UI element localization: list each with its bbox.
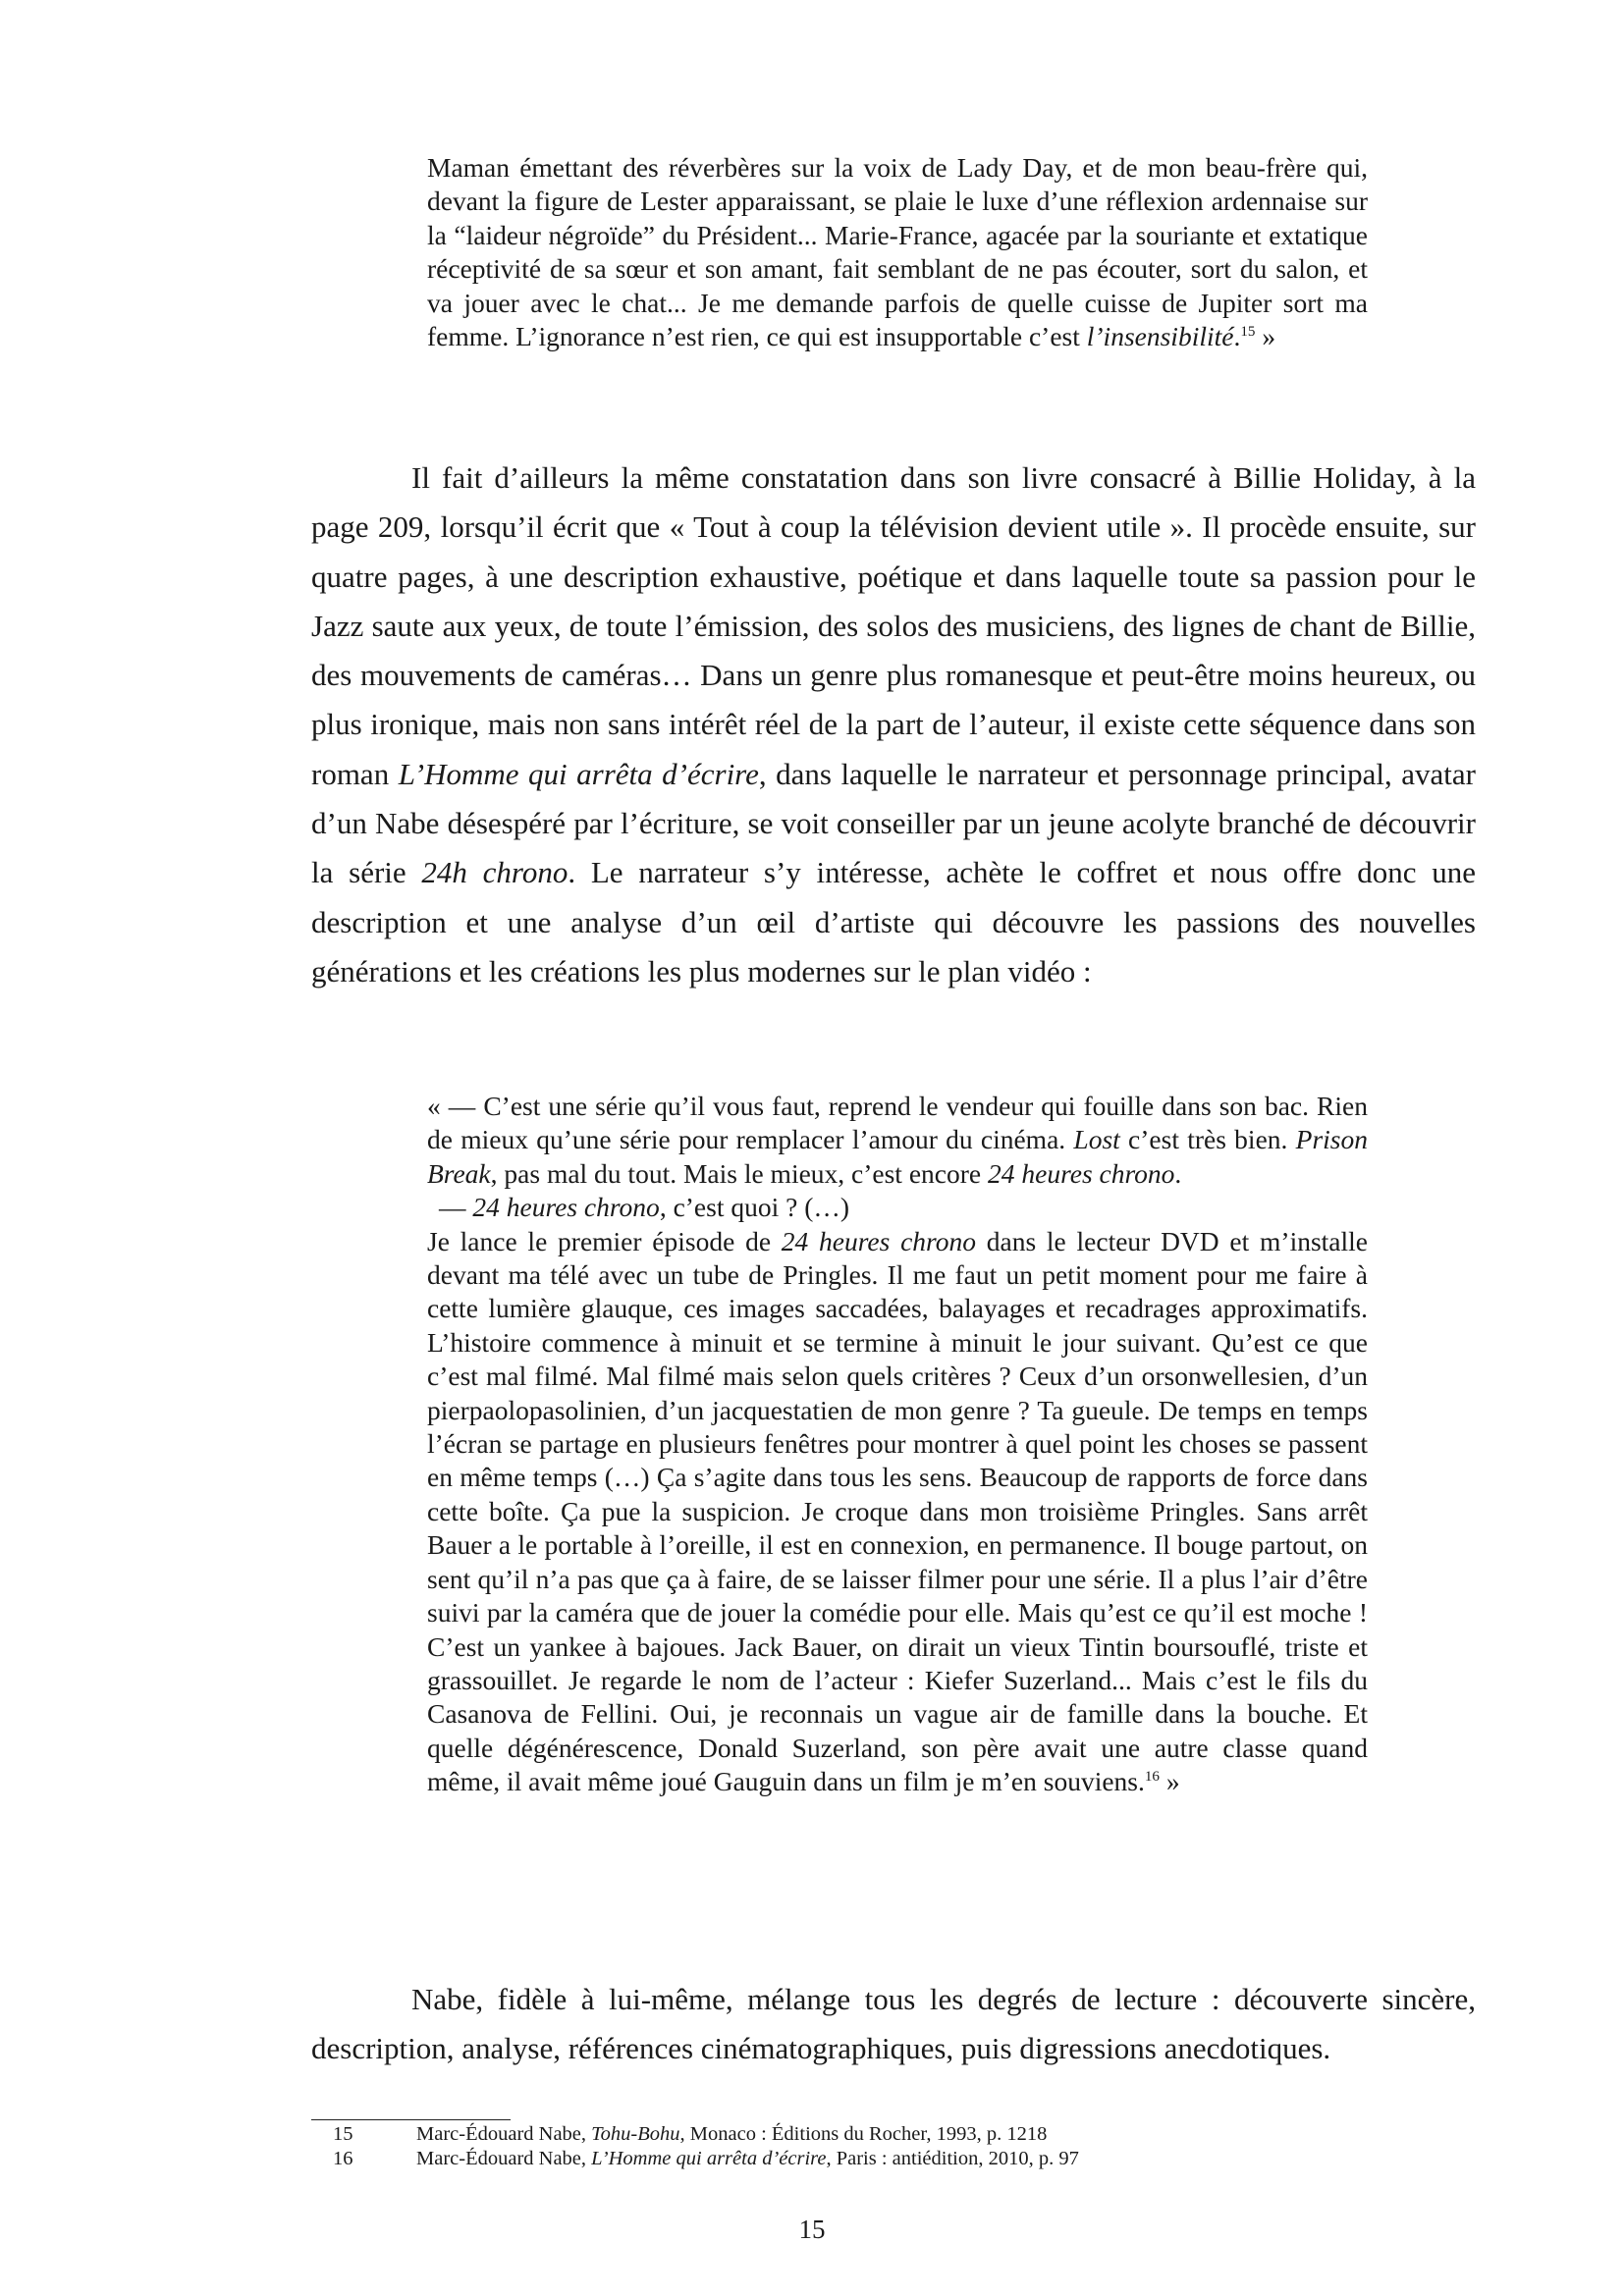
series-title: 24h chrono: [421, 855, 568, 890]
block-quote-2: [427, 1090, 1368, 1799]
footnotes: [333, 2122, 1476, 2171]
footnote-number: 15: [333, 2123, 353, 2145]
body-paragraph-2: Nabe, fidèle à lui-même, mélange tous les degrés de lecture : découverte sincère, description, analyse, références cinématographiques, puis digressions anecdotiques.: [311, 1982, 1476, 2066]
body-paragraph-1: Il fait d’ailleurs la même constatation dans son livre consacré à Billie Holiday, à la page 209, lorsqu’il écrit que « Tout à coup la télévision devient utile ». Il procède ensuite, sur quatre pages, à une description exhaustive, poétique et dans laquelle toute sa passion pour le Jazz saute aux yeux, de toute l’émission, des solos des musiciens, des lignes de chant de Billie, des mouvements de caméras… Dans un genre plus romanesque et peut-être moins heureux, ou plus ironique, mais non sans intérêt réel de la part de l’auteur, il existe cette séquence dans son roman L’Homme qui arrêta d’écrire, dans laquelle le narrateur et personnage principal, avatar d’un Nabe désespéré par l’écriture, se voit conseiller par un jeune acolyte branché de découvrir la série 24h chrono. Le narrateur s’y intéresse, achète le coffret et nous offre donc une description et une analyse d’un œil d’artiste qui découvre les passions des nouvelles générations et les créations les plus modernes sur le plan vidéo :: [311, 460, 1476, 988]
footnote-number: 16: [333, 2148, 353, 2169]
quote-2-line-3: Je lance le premier épisode de 24 heures chrono dans le lecteur DVD et m’installe devant ma télé avec un tube de Pringles. Il me faut un petit moment pour me faire à cette lumière glauque, ces images saccadées, balayages et recadrages approximatifs. L’histoire commence à minuit et se termine à minuit le jour suivant. Qu’est ce que c’est mal filmé. Mal filmé mais selon quels critères ? Ceux d’un orsonwellesien, d’un pierpaolopasolinien, d’un jacquestatien de mon genre ? Ta gueule. De temps en temps l’écran se partage en plusieurs fenêtres pour montrer à quel point les choses se passent en même temps (…) Ça s’agite dans tous les sens. Beaucoup de rapports de force dans cette boîte. Ça pue la suspicion. Je croque dans mon troisième Pringles. Sans arrêt Bauer a le portable à l’oreille, il est en connexion, en permanence. Il bouge partout, on sent qu’il n’a pas que ça à faire, de se laisser filmer pour une série. Il a plus l’air d’être suivi par la caméra que de jouer la comédie pour elle. Mais qu’est ce qu’il est moche ! C’est un yankee à bajoues. Jack Bauer, on dirait un vieux Tintin boursouflé, triste et grassouillet. Je regarde le nom de l’acteur : Kiefer Suzerland... Mais c’est le fils du Casanova de Fellini. Oui, je reconnais un vague air de famille dans la bouche. Et quelle dégénérescence, Donald Suzerland, son père avait une autre classe quand même, il avait même joué Gauguin dans un film je m’en souviens.$^{16}$ »: [427, 1225, 1368, 1797]
book-title: L’Homme qui arrêta d’écrire: [398, 756, 759, 791]
quote-2-line-2: — 24 heures chrono, c’est quoi ? (…): [439, 1192, 850, 1223]
footnote-15: [333, 2122, 1476, 2147]
footnote-16: [333, 2147, 1476, 2171]
block-quote-1: [427, 151, 1368, 353]
footnote-ref[interactable]: 15: [1240, 323, 1256, 340]
quote-1-paragraph: Maman émettant des réverbères sur la voix de Lady Day, et de mon beau-frère qui, devant la figure de Lester apparaissant, se plaie le luxe d’une réflexion ardennaise sur la “laideur négroïde” du Président... Marie-France, agacée par la souriante et extatique réceptivité de sa sœur et son amant, fait semblant de ne pas écouter, sort du salon, et va jouer avec le chat... Je me demande parfois de quelle cuisse de Jupiter sort ma femme. L’ignorance n’est rien, ce qui est insupportable c’est l’insensibilité.$^{15}$ »: [427, 152, 1368, 352]
quote-2-line-1: « — C’est une série qu’il vous faut, reprend le vendeur qui fouille dans son bac. Rien de mieux qu’une série pour remplacer l’amour du cinéma. Lost c’est très bien. Prison Break, pas mal du tout. Mais le mieux, c’est encore 24 heures chrono.: [427, 1091, 1368, 1189]
footnote-text: Marc-Édouard Nabe, Tohu-Bohu, Monaco : Éditions du Rocher, 1993, p. 1218: [416, 2123, 1048, 2145]
page-number: 15: [798, 2215, 826, 2244]
footnote-ref[interactable]: 16: [1144, 1768, 1160, 1785]
footnote-separator: [311, 2119, 511, 2120]
footnote-text: Marc-Édouard Nabe, L’Homme qui arrêta d’écrire, Paris : antiédition, 2010, p. 97: [416, 2148, 1079, 2169]
emphasis: l’insensibilité: [1086, 321, 1234, 352]
